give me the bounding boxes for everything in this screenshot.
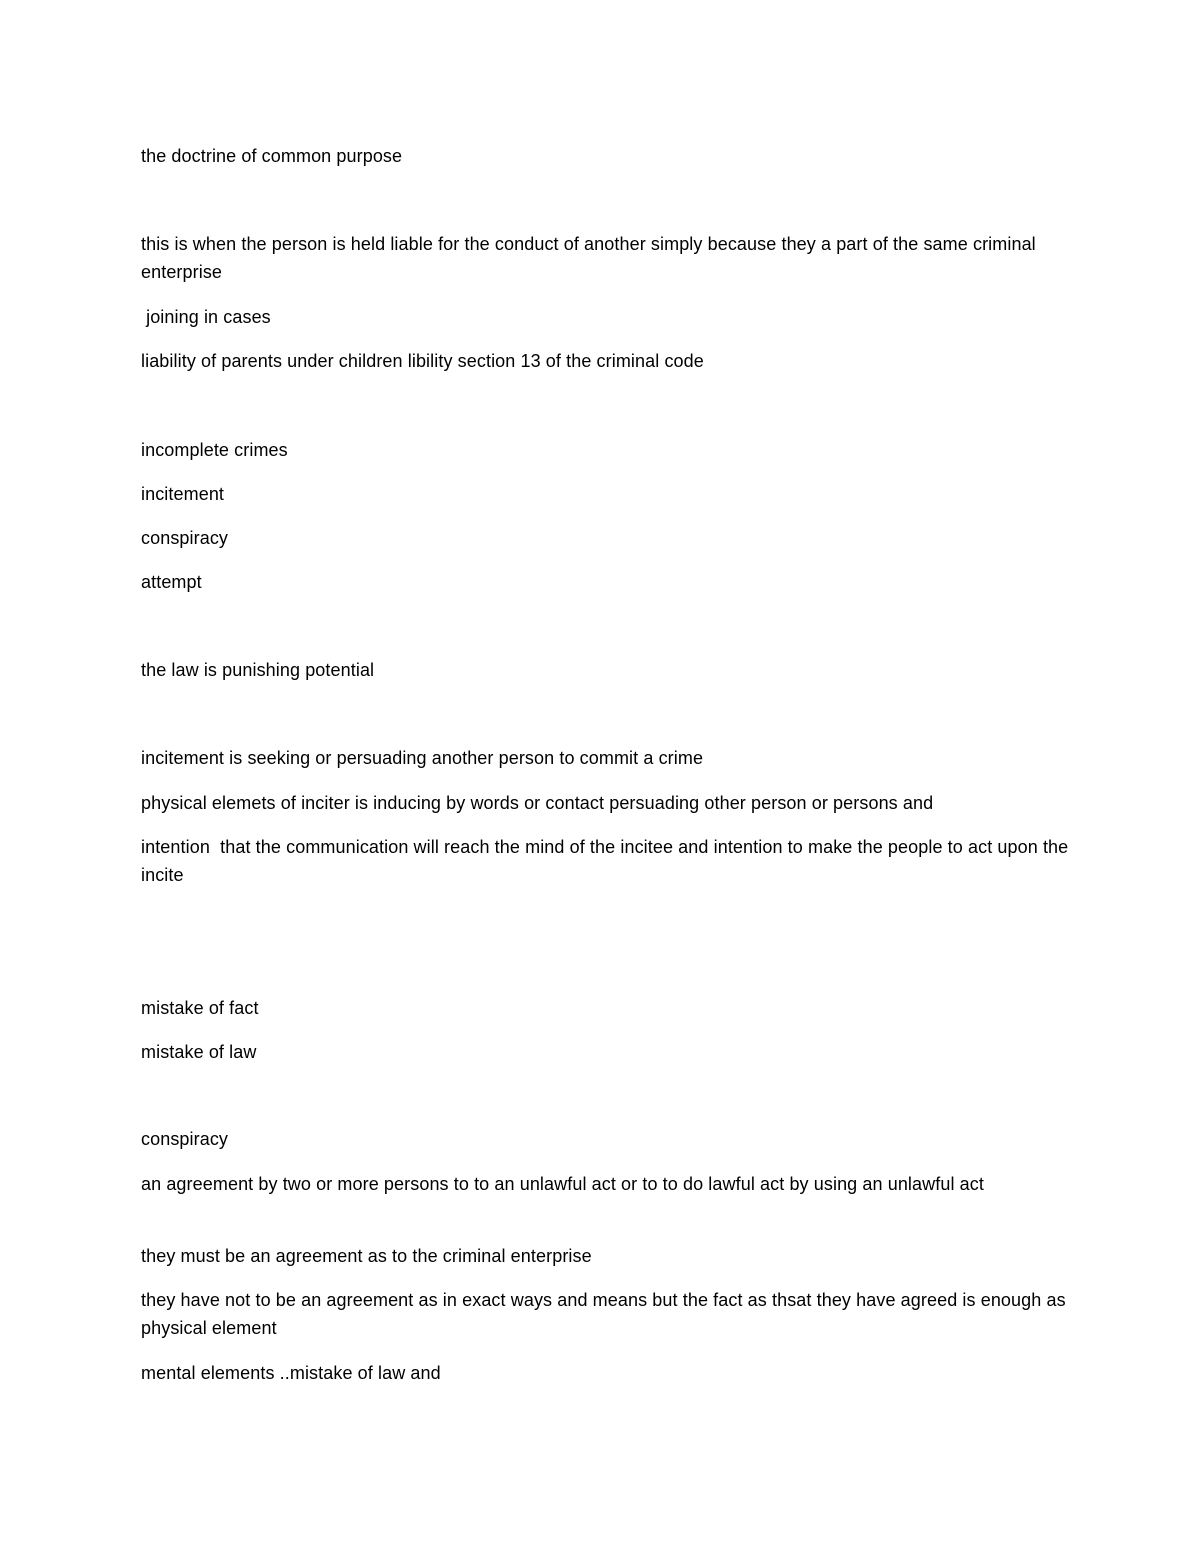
- line-liability-of-parents: liability of parents under children libility section 13 of the criminal code: [141, 351, 704, 371]
- line-agreement-criminal-enterprise: they must be an agreement as to the criminal enterprise: [141, 1246, 592, 1266]
- heading-common-purpose: the doctrine of common purpose: [141, 146, 403, 166]
- line-physical-elements-inciter: physical elemets of inciter is inducing by words or contact persuading other person or persons and: [141, 793, 934, 813]
- line-mental-elements: mental elements ..mistake of law and: [141, 1363, 441, 1383]
- line-mistake-of-fact: mistake of fact: [141, 998, 259, 1018]
- list-item-incitement: incitement: [141, 484, 225, 504]
- paragraph-conspiracy-definition: an agreement by two or more persons to to an unlawful act or to to do lawful act by using an unlawful act: [141, 1174, 984, 1194]
- line-mistake-of-law: mistake of law: [141, 1042, 257, 1062]
- line-law-punishing-potential: the law is punishing potential: [141, 660, 375, 680]
- heading-conspiracy: conspiracy: [141, 1129, 229, 1149]
- paragraph-common-purpose-definition: this is when the person is held liable for the conduct of another simply because they a part of the same criminal enterprise: [141, 234, 1036, 282]
- line-joining-in-cases: joining in cases: [141, 307, 271, 327]
- line-incitement-definition: incitement is seeking or persuading another person to commit a crime: [141, 748, 704, 768]
- list-item-attempt: attempt: [141, 572, 202, 592]
- heading-incomplete-crimes: incomplete crimes: [141, 440, 288, 460]
- paragraph-intention: intention that the communication will reach the mind of the incitee and intention to make the people to act upon the incite: [141, 837, 1074, 885]
- list-item-conspiracy: conspiracy: [141, 528, 229, 548]
- paragraph-agreement-ways-means: they have not to be an agreement as in exact ways and means but the fact as thsat they have agreed is enough as physical element: [141, 1290, 1066, 1338]
